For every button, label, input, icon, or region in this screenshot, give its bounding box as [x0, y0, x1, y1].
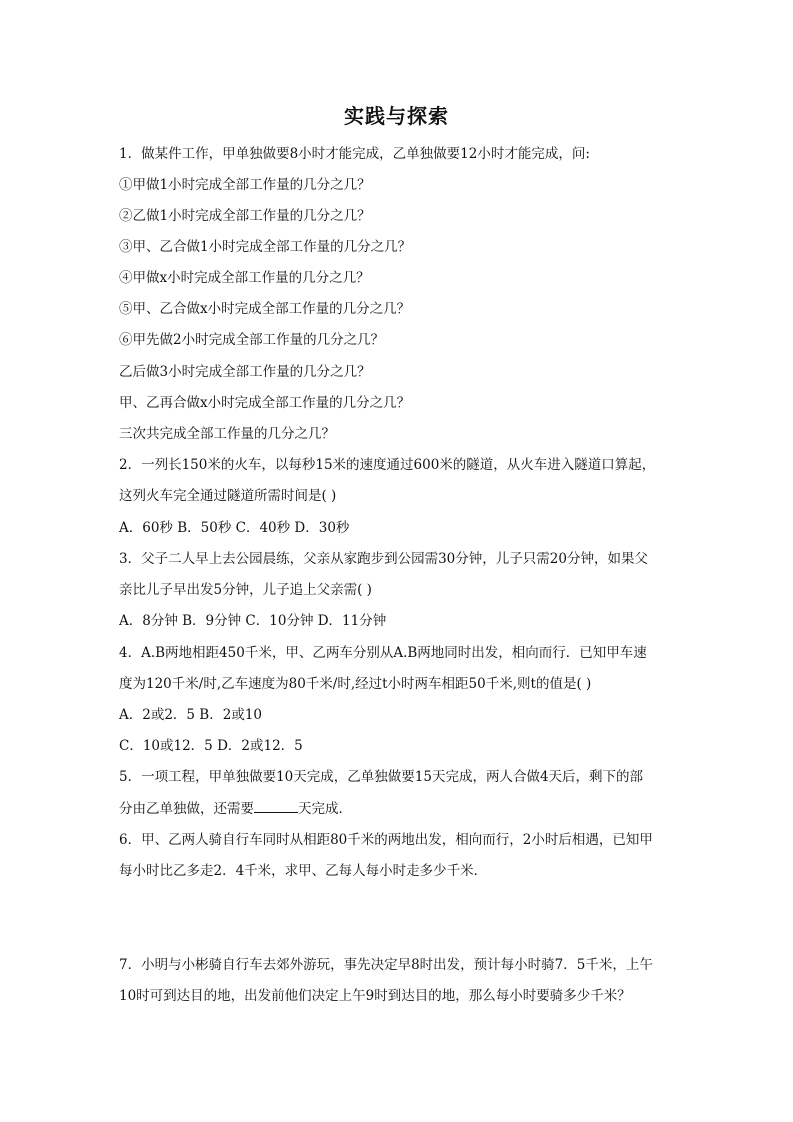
page-title: 实践与探索: [344, 104, 449, 128]
q3-line-2: 亲比儿子早出发5分钟，儿子追上父亲需( ): [119, 582, 372, 598]
q6-line-2: 每小时比乙多走2．4千米，求甲、乙每人每小时走多少千米．: [119, 863, 488, 879]
q1-stem: 1．做某件工作，甲单独做要8小时才能完成，乙单独做要12小时才能完成，问:: [119, 146, 590, 162]
q1-item-3: ③甲、乙合做1小时完成全部工作量的几分之几？: [119, 239, 412, 255]
q1-item-5: ⑤甲、乙合做x小时完成全部工作量的几分之几？: [119, 301, 411, 317]
q1-item-2: ②乙做1小时完成全部工作量的几分之几？: [119, 208, 371, 224]
q1-item-7: 乙后做3小时完成全部工作量的几分之几？: [119, 364, 371, 380]
q1-item-8: 甲、乙再合做x小时完成全部工作量的几分之几？: [119, 395, 411, 411]
q1-item-4: ④甲做x小时完成全部工作量的几分之几？: [119, 270, 370, 286]
q1-item-6: ⑥甲先做2小时完成全部工作量的几分之几？: [119, 332, 385, 348]
q4-line-2: 度为120千米/时,乙车速度为80千米/时,经过t小时两车相距50千米,则t的值是( ): [119, 676, 592, 692]
q6-line-1: 6．甲、乙两人骑自行车同时从相距80千米的两地出发，相向而行，2小时后相遇，已知甲: [119, 832, 653, 848]
q3-options: A．8分钟 B．9分钟 C．10分钟 D．11分钟: [119, 613, 387, 629]
q7-line-1: 7．小明与小彬骑自行车去郊外游玩，事先决定早8时出发，预计每小时骑7．5千米，上午: [119, 957, 653, 973]
q1-item-1: ①甲做1小时完成全部工作量的几分之几？: [119, 177, 371, 193]
q5-line-2-before: 分由乙单独做，还需要: [119, 801, 254, 817]
q2-line-1: 2．一列长150米的火车，以每秒15米的速度通过600米的隧道，从火车进入隧道口算起，: [119, 457, 656, 473]
q7-line-2: 10时可到达目的地，出发前他们决定上午9时到达目的地，那么每小时要骑多少千米？: [119, 988, 631, 1004]
q2-line-2: 这列火车完全通过隧道所需时间是( ): [119, 488, 337, 504]
q4-options-2: C．10或12．5 D．2或12．5: [119, 738, 303, 754]
q3-line-1: 3．父子二人早上去公园晨练，父亲从家跑步到公园需30分钟，儿子只需20分钟，如果父: [119, 551, 648, 567]
q2-options: A．60秒 B．50秒 C．40秒 D．30秒: [119, 520, 350, 536]
q5-line-2-after: 天完成．: [298, 801, 352, 817]
q1-item-9: 三次共完成全部工作量的几分之几？: [119, 426, 335, 442]
q5-line-1: 5．一项工程，甲单独做要10天完成，乙单独做要15天完成，两人合做4天后，剩下的部: [119, 769, 644, 785]
q4-options-1: A．2或2．5 B．2或10: [119, 707, 262, 723]
q4-line-1: 4．A.B两地相距450千米，甲、乙两车分别从A.B两地同时出发，相向而行．已知甲车速: [119, 645, 647, 661]
answer-blank: [254, 799, 298, 813]
q5-line-2: [119, 799, 352, 819]
